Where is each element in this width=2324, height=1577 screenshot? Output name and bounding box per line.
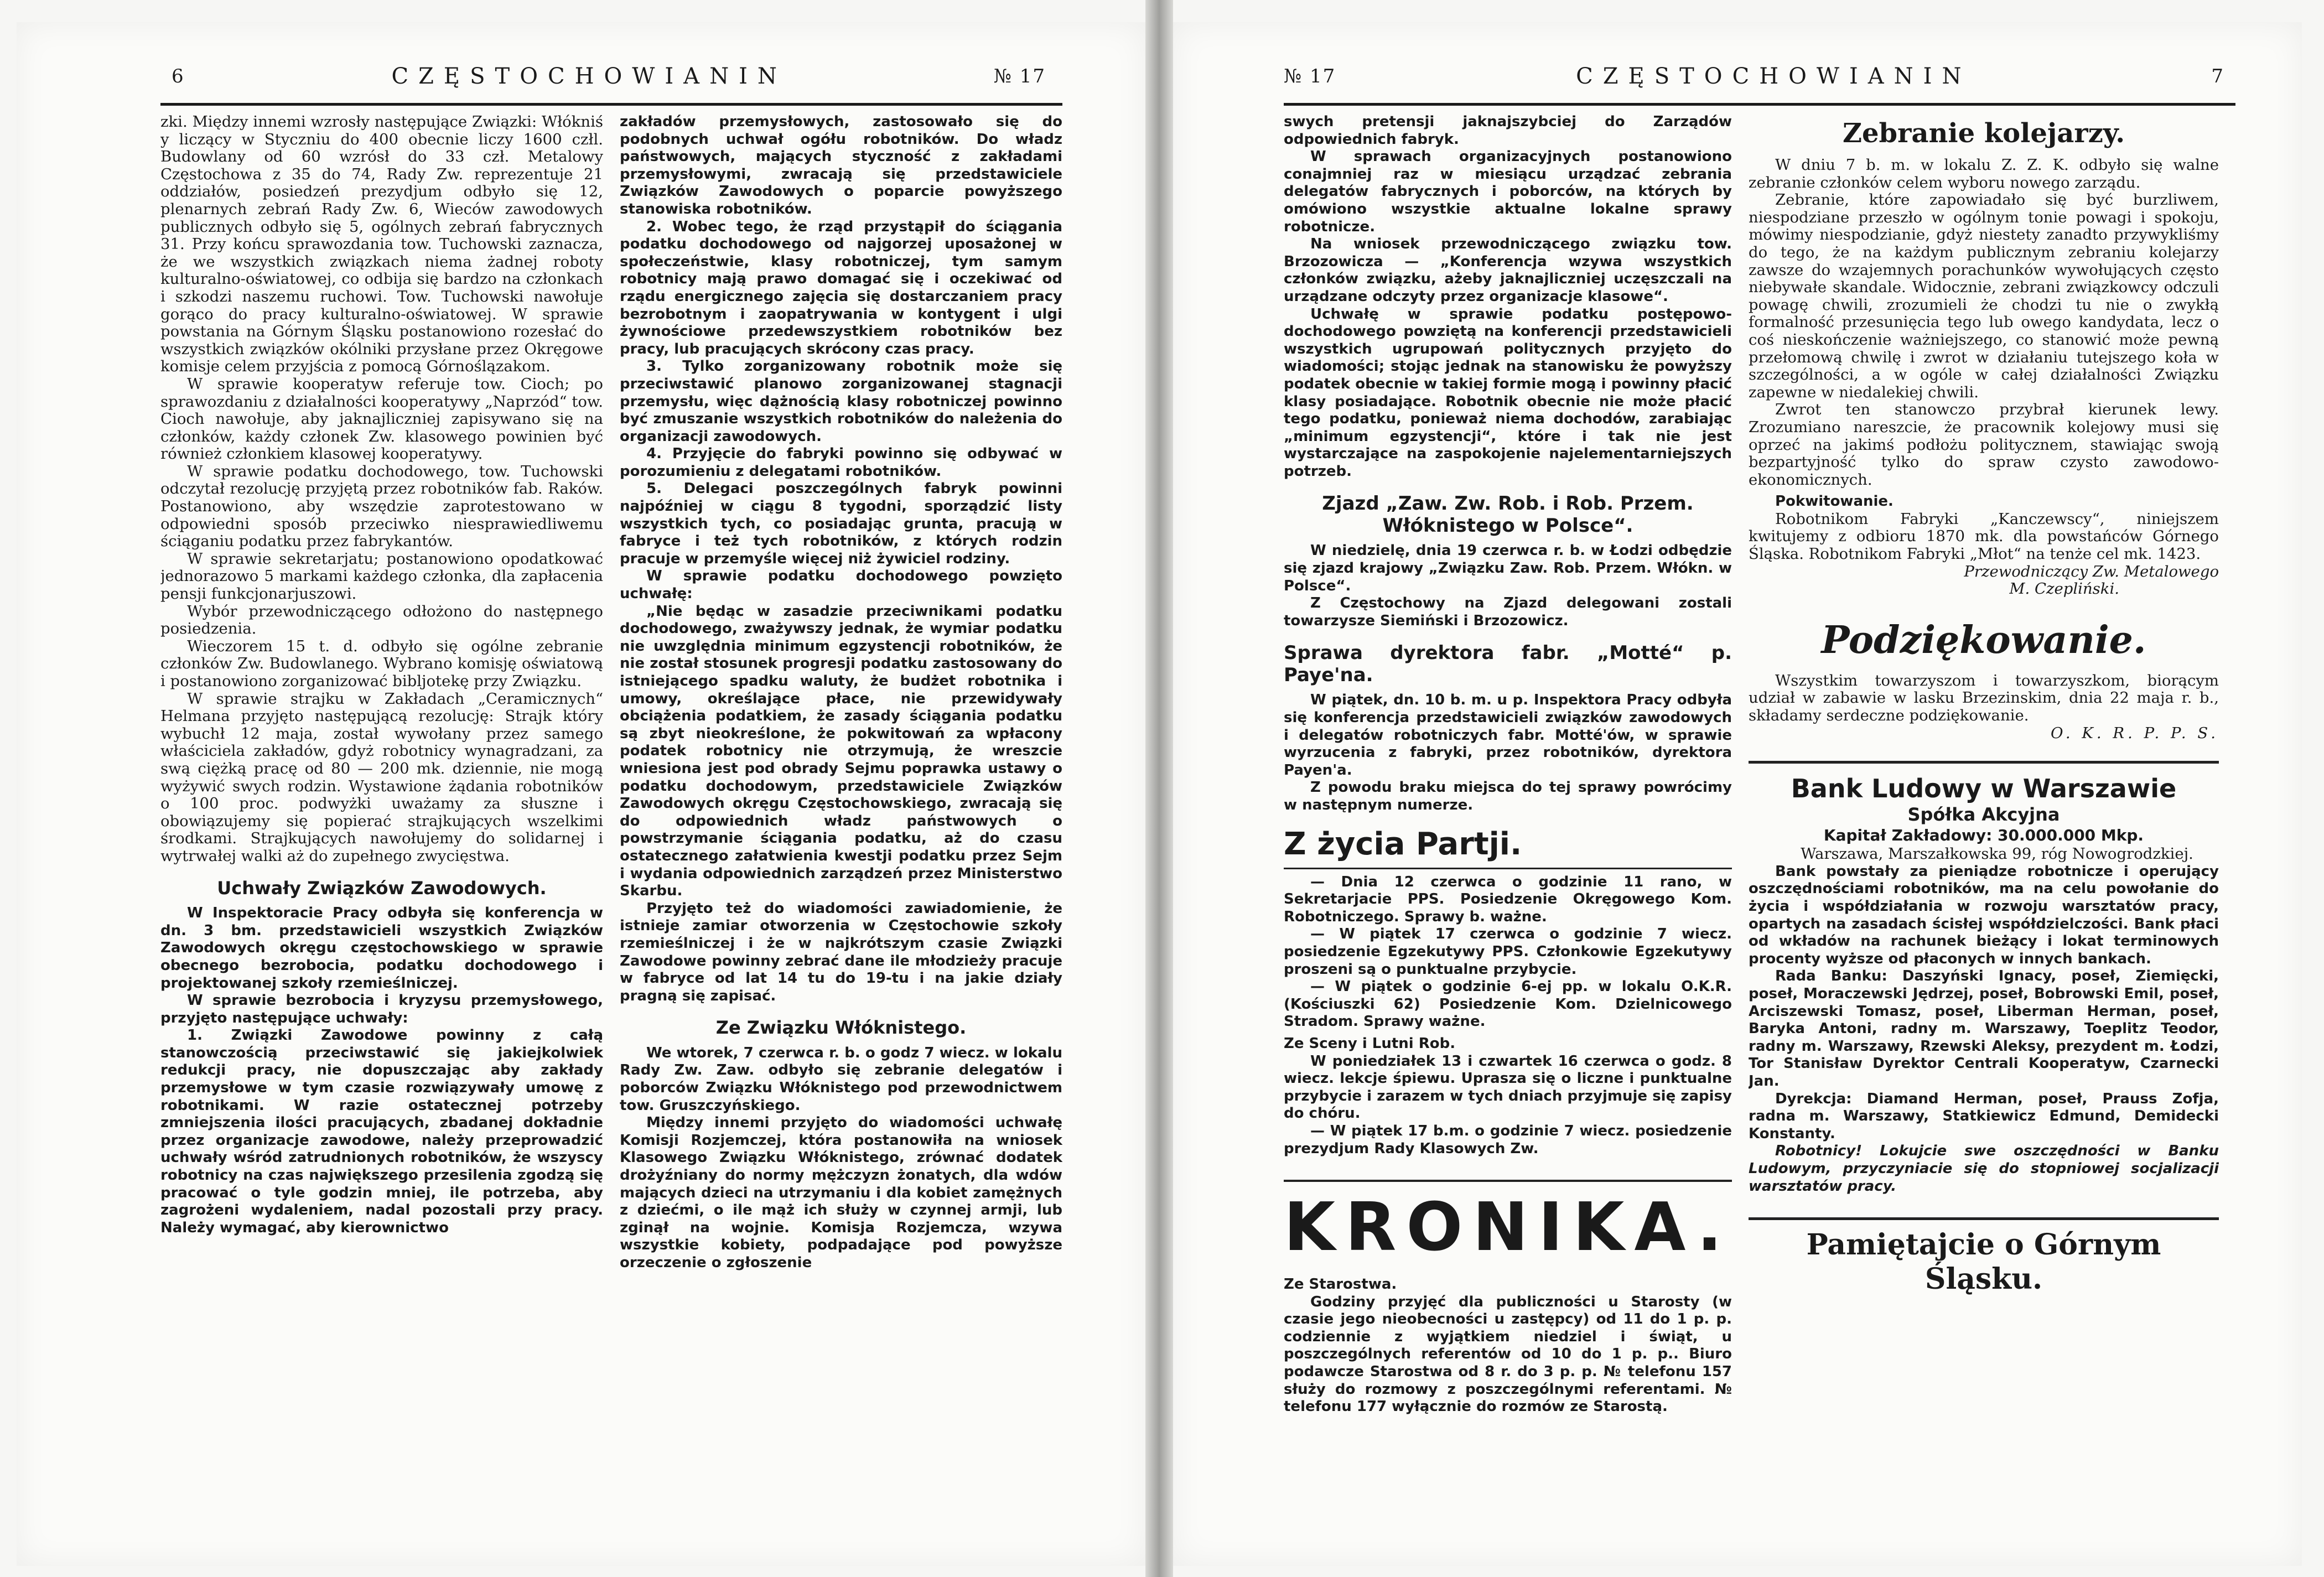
page-gutter <box>1145 0 1173 1577</box>
starostwo-heading: Ze Starostwa. <box>1284 1276 1397 1293</box>
left-page-header <box>17 60 1145 93</box>
article-paragraph: Z Częstochowy na Zjazd delegowani zostali towarzysze Siemiński i Brzozowicz. <box>1284 595 1732 629</box>
sceny-heading: Ze Sceny i Lutni Rob. <box>1284 1035 1456 1052</box>
article-paragraph: W niedzielę, dnia 19 czerwca r. b. w Łodzi odbędzie się zjazd krajowy „Związku Zaw. Rob. Przem. Włókn. w Polsce“. <box>1284 542 1732 594</box>
bank-capital: Kapitał Zakładowy: 30.000.000 Mkp. <box>1823 826 2144 845</box>
article-paragraph: — W piątek 17 czerwca o godzinie 7 wiecz. posiedzenie Egzekutywy PPS. Członkowie Egzekutywy proszeni są o punktualne przybycie. <box>1284 926 1732 978</box>
article-paragraph: Godziny przyjęć dla publiczności u Starosty (w czasie jego nieobecności u zastępcy) od 11 do 1 p. p. codziennie z wyjątkiem niedziel i świąt, u poszczególnych referentów od 10 do 1 p. p.. Biuro podawcze Starostwa od 8 r. do 3 p. p. № telefonu 157 służy do rozmowy z poszczególnymi referentami. № telefonu 177 wyłącznie do rozmów ze Starostą. <box>1284 1293 1732 1415</box>
article-paragraph: „Nie będąc w zasadzie przeciwnikami podatku dochodowego, zważywszy jednak, że wymiar podatku nie uwzględnia minimum egzystencji robotników, że nie został stosunek progresji podatku zastosowany do istniejącego spadku waluty, że budżet robotnika i umowy, określające płace, nie przewidywały obciążenia podatkiem, że zasady ściągania podatku są zbyt nieokreślone, że pokwitowań za wpłacony podatek robotnicy nie otrzymują, że wreszcie wniesiona jest pod obrady Sejmu poprawka ustawy o podatku dochodowym, przedstawiciele Związków Zawodowych okręgu Częstochowskiego, zwracają się do odpowiednich władz państwowych o powstrzymanie ściągania podatku, aż do czasu ostatecznego załatwienia kwestji podatku przez Sejm i wydania odpowiednich zarządzeń przez Ministerstwo Skarbu. <box>620 603 1062 900</box>
article-paragraph: Z powodu braku miejsca do tej sprawy powrócimy w następnym numerze. <box>1284 779 1732 813</box>
article-paragraph: Robotnikom Fabryki „Kanczewscy“, niniejszem kwitujemy z odbioru 1870 mk. dla powstańców Górnego Śląska. Robotnikom Fabryki „Młot“ na tenże cel mk. 1423. <box>1749 510 2219 563</box>
article-paragraph: — Dnia 12 czerwca o godzinie 11 rano, w Sekretarjacie PPS. Posiedzenie Okręgowego Kom. Robotniczego. Sprawy b. ważne. <box>1284 873 1732 925</box>
left-issue-number: № 17 <box>993 65 1046 87</box>
uchwaly-heading: Uchwały Związków Zawodowych. <box>217 877 547 899</box>
article-paragraph: We wtorek, 7 czerwca r. b. o godz 7 wiecz. w lokalu Rady Zw. Zaw. odbyło się zebranie delegatów i poborców Związku Włóknistego pod przewodnictwem tow. Gruszczyńskiego. <box>620 1044 1062 1114</box>
section-rule <box>1284 868 1732 869</box>
bank-title: Bank Ludowy w Warszawie <box>1791 774 2177 804</box>
article-paragraph: Między innemi przyjęto do wiadomości uchwałę Komisji Rozjemczej, która postanowiła na wniosek Klasowego Związku Włóknistego, zrównać dodatek drożyźniany do normy mężczyzn żonatych, dla wdów mających dzieci na utrzymaniu i dla kobiet zamężnych z dziećmi, o ile mąż ich służy w czynnej armji, lub zginął na wojnie. Komisja Rozjemcza, wzywa wszystkie kobiety, podpadające pod powyższe orzeczenie o zgłoszenie <box>620 1114 1062 1271</box>
article-paragraph: W sprawie sekretarjatu; postanowiono opodatkować jednorazowo 5 markami każdego członka, dla zapłacenia pensji funkcjonarjuszowi. <box>160 549 603 603</box>
right-header-rule <box>1284 103 2235 106</box>
article-paragraph: — W piątek o godzinie 6-ej pp. w lokalu O.K.R. (Kościuszki 62) Posiedzenie Kom. Dzielnicowego Stradom. Sprawy ważne. <box>1284 978 1732 1030</box>
right-page <box>1173 22 2302 1566</box>
article-paragraph: W sprawie bezrobocia i kryzysu przemysłowego, przyjęto następujące uchwały: <box>160 992 603 1026</box>
bank-advertisement <box>1749 761 2219 1195</box>
article-paragraph: W sprawie podatku dochodowego, tow. Tuchowski odczytał rezolucję przyjętą przez robotników fab. Raków. Postanowiono, aby wszędzie zaprotestowano w odpowiedni sposób przeciwko niesprawiedliwemu ściąganiu podatku przez fabrykantów. <box>160 462 603 551</box>
article-paragraph: W sprawach organizacyjnych postanowiono conajmniej raz w miesiącu urządzać zebrania delegatów fabrycznych i poborców, na których by omówiono wszystkie aktualne lokalne sprawy robotnicze. <box>1284 148 1732 235</box>
article-paragraph: Przyjęto też do wiadomości zawiadomienie, że istnieje zamiar otworzenia w Częstochowie szkoły rzemieślniczej i że w najkrótszym czasie Związki Zawodowe powinny zebrać dane ile młodzieży pracuje w fabryce od lat 14 tu do 19-tu i na jakie działy pragną się zapisać. <box>620 900 1062 1004</box>
article-paragraph: W poniedziałek 13 i czwartek 16 czerwca o godz. 8 wiecz. lekcje śpiewu. Uprasza się o liczne i punktualne przybycie i zarazem w tych dniach przyjmuje się zapisy do chóru. <box>1284 1052 1732 1122</box>
right-column-1 <box>1284 113 1732 1497</box>
article-paragraph: zki. Między innemi wzrosły następujące Związki: Włókniś y liczący w Styczniu do 400 obecnie liczy 1600 człl. Budowlany od 60 wzrósł do 33 czł. Metalowy Częstochowa z 35 do 74, Rady Zw. reprezentuje 21 oddziałów, posiedzeń prezydjum odbyło się 12, plenarnych zebrań Rady Zw. 6, Wieców zawodowych publicznych odbyło się 5, ogólnych zebrań fabrycznych 31. Przy końcu sprawozdania tow. Tuchowski zaznacza, że we wszystkich związkach niema żadnej roboty kulturalno-oświatowej, co odbija się bardzo na członkach i szkodzi naszemu ruchowi. Tow. Tuchowski nawołuje gorąco do pracy kulturalno-oświatowej. W sprawie powstania na Górnym Śląsku postanowiono rozesłać do wszystkich związków okólniki przysłane przez Okręgowe komisje celem przyjścia z pomocą Górnoślązakom. <box>160 113 603 376</box>
article-paragraph: W sprawie podatku dochodowego powzięto uchwałę: <box>620 568 1062 603</box>
article-paragraph: zakładów przemysłowych, zastosowało się do podobnych uchwał ogółu robotników. Do władz państwowych, mających styczność z zakładami przemysłowymi, zwracają się przedstawiciele Związków Zawodowych o poparcie powyższego stanowiska robotników. <box>620 113 1062 217</box>
sprawa-heading: Sprawa dyrektora fabr. „Motté“ p. Paye'na. <box>1284 642 1732 687</box>
article-paragraph: Wybór przewodniczącego odłożono do następnego posiedzenia. <box>160 602 603 638</box>
right-page-header <box>1173 60 2302 93</box>
right-masthead-title: CZĘSTOCHOWIANIN <box>1576 64 1972 89</box>
article-paragraph: W piątek, dn. 10 b. m. u p. Inspektora Pracy odbyła się konferencja przedstawicieli związków zawodowych i delegatów robotniczych fabr. Motté'ów, w sprawie wyrzucenia z fabryki, przez robotników, dyrektora Payen'a. <box>1284 692 1732 779</box>
left-column-2 <box>620 113 1062 1475</box>
article-paragraph: 5. Delegaci poszczególnych fabryk powinni najpóźniej w ciągu 8 tygodni, sporządzić listy wszystkich tych, co posiadając grunta, pracują w fabryce i też tych robotników, z których rodzin pracuje w przemyśle więcej niż żywiciel rodziny. <box>620 480 1062 567</box>
kronika-heading: KRONIKA. <box>1284 1180 1732 1264</box>
article-paragraph: W sprawie strajku w Zakładach „Ceramicznych“ Helmana przyjęto następującą rezolucję: Strajk który wybuchł 12 maja, został wywołany przez samego właściciela zakładów, gdyż robotnicy wynagradzani, za swą ciężką pracę od 80 — 200 mk. dziennie, nie mogą wyżywić swych rodzin. Wystawione żądania robotników o 100 proc. podwyżki uważamy za słuszne i obowiązujemy się popierać strajkujących wszelkimi środkami. Strajkujących nawołujemy do solidarnej i wytrwałej walki aż do zupełnego zwycięstwa. <box>160 689 603 865</box>
right-column-2 <box>1749 113 2219 1497</box>
right-page-number: 7 <box>2211 65 2224 87</box>
signature-line: M. Czepliński. <box>2009 580 2119 598</box>
zjazd-heading: Zjazd „Zaw. Zw. Rob. i Rob. Przem. Włóknistego w Polsce“. <box>1322 492 1694 537</box>
pokwitowanie-heading: Pokwitowanie. <box>1775 493 1894 510</box>
article-paragraph: Wszystkim towarzyszom i towarzyszkom, biorącym udział w zabawie w lasku Brzezinskim, dnia 22 maja r. b., składamy serdeczne podziękowanie. <box>1749 671 2219 725</box>
bank-appeal: Robotnicy! Lokujcie swe oszczędności w Banku Ludowym, przyczyniacie się do stopniowej socjalizacji warsztatów pracy. <box>1749 1143 2219 1195</box>
signature-line: O. K. R. P. P. S. <box>2050 724 2219 742</box>
article-paragraph: 2. Wobec tego, że rząd przystąpił do ściągania podatku dochodowego od najgorzej uposażonej w społeczeństwie, klasy robotniczej, tym samym robotnicy mają prawo domagać się i oczekiwać od rządu energicznego zajęcia się dostarczaniem pracy bezrobotnym i zaopatrywania w kontygent i ulgi żywnościowe przedewszystkiem robotników bez pracy, lub pracujących skrócony czas pracy. <box>620 218 1062 357</box>
article-paragraph: 4. Przyjęcie do fabryki powinno się odbywać w porozumieniu z delegatami robotników. <box>620 445 1062 480</box>
article-paragraph: 1. Związki Zawodowe powinny z całą stanowczością przeciwstawić się jakiejkolwiek redukcji pracy, nie dopuszczając aby zakłady przemysłowe w tym czasie rozwiązywały umowę z robotnikami. W razie ostatecznej potrzeby zmniejszenia ilości pracujących, zbadanej dokładnie przez organizacje zawodowe, należy przeprowadzić uchwały wśród zatrudnionych robotników, że wszyscy robotnicy na czas największego przesilenia zgodzą się pracować o tyle godzin mniej, ile potrzeba, aby zagrożeni wydaleniem, nadal pozostali przy pracy. Należy wymagać, aby kierownictwo <box>160 1027 603 1236</box>
article-paragraph: W sprawie kooperatyw referuje tow. Cioch; po sprawozdaniu z działalności kooperatywy „Naprzód“ tow. Cioch nawołuje, aby jaknajliczniej zapisywano się na członków, każdy członek Zw. klasowego powinien być również członkiem klasowej kooperatywy. <box>160 375 603 463</box>
article-paragraph: Na wniosek przewodniczącego związku tow. Brzozowicza — „Konferencja wzywa wszystkich członków związku, ażeby jaknajliczniej uczęszczali na urządzane odczyty przez organizacje klasowe“. <box>1284 236 1732 305</box>
article-paragraph: — W piątek 17 b.m. o godzinie 7 wiecz. posiedzenie prezydjum Rady Klasowych Zw. <box>1284 1122 1732 1157</box>
article-paragraph: W dniu 7 b. m. w lokalu Z. Z. K. odbyło się walne zebranie członków celem wyboru nowego zarządu. <box>1749 156 2219 191</box>
signature-line: Przewodniczący Zw. Metalowego <box>1964 562 2219 580</box>
left-header-rule <box>160 103 1062 106</box>
bank-subtitle: Spółka Akcyjna <box>1907 804 2060 826</box>
partja-heading: Z życia Partji. <box>1284 826 1522 862</box>
article-paragraph: Zebranie, które zapowiadało się być burzliwem, niespodziane przeszło w ogólnym tonie powagi i spokoju, mówimy niespodzianie, gdyż niestety zanadto przywykliśmy do tego, że na każdym publicznym zebraniu kolejarzy zawsze do wzajemnych porachunków wywołujących często niebywałe skandale. Widocznie, zebrani związkowcy odczuli powagę chwili, zrozumieli że chodzi tu nie o zwykłą formalność przesunięcia tego lub owego kandydata, lecz o coś nieskończenie ważniejszego, co stanowić może pewną przełomową chwilę i zwrot w działaniu tutejszego koła w szczególności, a w ogóle w całej działalności Związku zapewne w niedalekiej chwili. <box>1749 191 2219 401</box>
article-paragraph: W Inspektoracie Pracy odbyła się konferencja w dn. 3 bm. przedstawicieli wszystkich Związków Zawodowych okręgu częstochowskiego w sprawie obecnego bezrobocia, podatku dochodowego i projektowanej szkoły rzemieślniczej. <box>160 905 603 992</box>
left-masthead-title: CZĘSTOCHOWIANIN <box>391 64 787 89</box>
gorny-slask-slogan: Pamiętajcie o Górnym Śląsku. <box>1749 1217 2219 1296</box>
article-paragraph: 3. Tylko zorganizowany robotnik może się przeciwstawić planowo zorganizowanej stagnacji przemysłu, więc dążnością klasy robotniczej powinno być zmuszanie wszystkich robotników do należenia do organizacji zawodowych. <box>620 358 1062 445</box>
article-paragraph: swych pretensji jaknajszybciej do Zarządów odpowiednich fabryk. <box>1284 113 1732 148</box>
left-page <box>17 22 1145 1566</box>
article-paragraph: Wieczorem 15 t. d. odbyło się ogólne zebranie członków Zw. Budowlanego. Wybrano komisję oświatową i postanowiono zorganizować bibljotekę przy Związku. <box>160 637 603 690</box>
left-page-number: 6 <box>172 65 185 87</box>
bank-address: Warszawa, Marszałkowska 99, róg Nowogrodzkiej. <box>1801 845 2193 863</box>
article-paragraph: Bank powstały za pieniądze robotnicze i operujący oszczędnościami robotników, ma na celu powołanie do życia i współdziałania w rozwoju warsztatów pracy, opartych na zasadach ścisłej współdzielczości. Bank płaci od wkładów na rachunek bieżący i lokat terminowych procenty wyższe od płaconych w innych bankach. <box>1749 863 2219 967</box>
article-paragraph: Zwrot ten stanowczo przybrał kierunek lewy. Zrozumiano nareszcie, że pracownik kolejowy musi się oprzeć na jakimś podłożu politycznem, stawiając swoją bezpartyjność tylko do spraw czysto zawodowo-ekonomicznych. <box>1749 401 2219 489</box>
article-paragraph: Rada Banku: Daszyński Ignacy, poseł, Ziemięcki, poseł, Moraczewski Jędrzej, poseł, Bobrowski Emil, poseł, Arciszewski Tomasz, poseł, Liberman Herman, poseł, Baryka Antoni, radny m. Warszawy, Toeplitz Teodor, radny m. Warszawy, Rzewski Aleksy, prezydent m. Łodzi, Tor Stanisław Dyrektor Centrali Kooperatyw, Czarnecki Jan. <box>1749 968 2219 1090</box>
right-issue-number: № 17 <box>1284 65 1336 87</box>
zebranie-heading: Zebranie kolejarzy. <box>1842 118 2125 149</box>
wlokniarze-heading: Ze Związku Włóknistego. <box>715 1017 967 1039</box>
left-column-1 <box>160 113 603 1475</box>
article-paragraph: Dyrekcja: Diamand Herman, poseł, Prauss Zofja, radna m. Warszawy, Statkiewicz Edmund, Demidecki Konstanty. <box>1749 1090 2219 1142</box>
article-paragraph: Uchwałę w sprawie podatku postępowo-dochodowego powziętą na konferencji przedstawicieli wszystkich ugrupowań politycznych przyjęto do wiadomości; stojąc jednak na stanowisku że powyższy podatek obecnie w takiej formie mogą i powinny płacić klasy posiadające. Robotnik obecnie nie może płacić tego podatku, ponieważ niema dochodów, zarabiając „minimum egzystencji“, które i tak nie jest wystarczające na zaspokojenie najelementarniejszych potrzeb. <box>1284 305 1732 480</box>
podziekowanie-heading: Podziękowanie. <box>1821 618 2146 662</box>
